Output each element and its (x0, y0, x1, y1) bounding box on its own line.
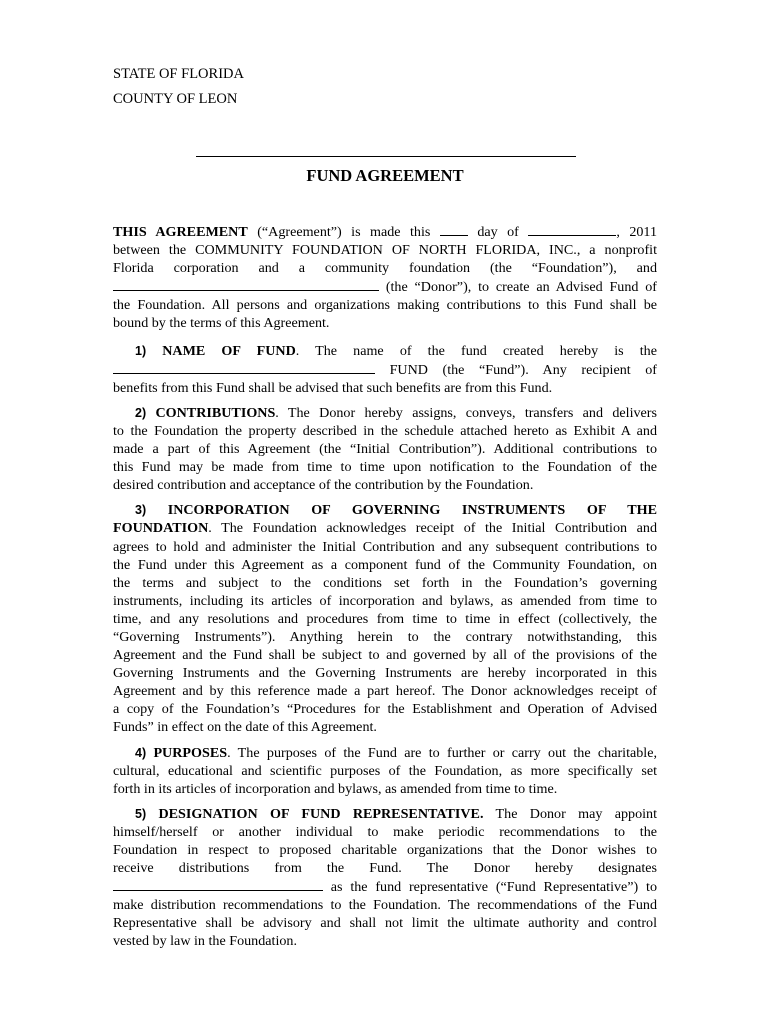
county-line: COUNTY OF LEON (113, 91, 238, 107)
section-number: 1) (135, 343, 147, 358)
month-blank[interactable] (528, 222, 616, 236)
venue-header (113, 62, 244, 112)
intro-paragraph (113, 222, 657, 333)
section-heading: NAME OF FUND (162, 342, 296, 359)
section-number: 2) (135, 405, 147, 420)
agreement-body (113, 222, 657, 958)
section-fund-representative: 5) DESIGNATION OF FUND REPRESENTATIVE. The Donor may appoint himself/herself or another individual to make periodic recommendations to the Foundation in respect to proposed charitable organizations that the Donor wishes to receive distributions from the Fund. The Donor hereby designates as the fund representative (“Fund Representative”) to make distribution recommendations to the Foundation. The recommendations of the Fund Representative shall be advisory and shall not limit the ultimate authority and control vested by law in the Foundation. (113, 805, 657, 950)
section-contributions: 2) CONTRIBUTIONS. The Donor hereby assigns, conveys, transfers and delivers to the Foundation the property described in the schedule attached hereto as Exhibit A and made a part of this Agreement (the “Initial Contribution”). Additional contributions to this Fund may be made from time to time upon notification to the Foundation of the desired contribution and acceptance of the contribution by the Foundation. (113, 404, 657, 494)
section-heading: CONTRIBUTIONS (155, 404, 276, 421)
representative-name-blank[interactable] (113, 877, 323, 891)
fund-name-blank[interactable] (113, 360, 375, 374)
intro-line-4: (the “Donor”), to create an Advised Fund of (113, 277, 657, 296)
section-number: 4) (135, 745, 147, 760)
intro-line-6: bound by the terms of this Agreement. (113, 315, 330, 332)
intro-line-5: the Foundation. All persons and organizations making contributions to this Fund shall be (113, 297, 657, 314)
section-heading: DESIGNATION OF FUND REPRESENTATIVE. (158, 805, 484, 822)
section-name-of-fund: 1) NAME OF FUND. The name of the fund created hereby is the FUND (the “Fund”). Any recipient of benefits from this Fund shall be advised that such benefits are from this Fund. (113, 342, 657, 396)
donor-name-blank[interactable] (113, 277, 379, 291)
intro-line-2: between the COMMUNITY FOUNDATION OF NORTH FLORIDA, INC., a nonprofit (113, 242, 657, 259)
day-blank[interactable] (440, 222, 468, 236)
title-rule (196, 156, 576, 157)
intro-line-1: THIS AGREEMENT (“Agreement”) is made this day of , 2011 (113, 224, 657, 240)
document-title: FUND AGREEMENT (306, 166, 464, 185)
section-heading: INCORPORATION OF GOVERNING INSTRUMENTS OF THE (167, 502, 657, 519)
section-heading-cont: FOUNDATION (113, 520, 209, 537)
section-number: 3) (135, 503, 147, 518)
section-heading: PURPOSES (153, 744, 228, 761)
state-line: STATE OF FLORIDA (113, 66, 244, 82)
section-number: 5) (135, 806, 147, 821)
section-governing-instruments: 3) INCORPORATION OF GOVERNING INSTRUMENTS OF THE FOUNDATION. The Foundation acknowledges receipt of the Initial Contribution and agrees to hold and administer the Initial Contribution and any subsequent contributions to the Fund under this Agreement as a component fund of the Community Foundation, on the terms and subject to the conditions set forth in the Foundation’s governing instruments, including its articles of incorporation and bylaws, as amended from time to time, and any resolutions and procedures from time to time in effect (collectively, the “Governing Instruments”). Anything herein to the contrary notwithstanding, this Agreement and the Fund shall be subject to and governed by all of the provisions of the Governing Instruments and the Governing Instruments are hereby incorporated in this Agreement and by this reference made a part hereof. The Donor acknowledges receipt of a copy of the Foundation’s “Procedures for the Establishment and Operation of Advised Funds” in effect on the date of this Agreement. (113, 502, 657, 736)
intro-line-3: Florida corporation and a community foundation (the “Foundation”), and (113, 260, 657, 277)
section-purposes: 4) PURPOSES. The purposes of the Fund are to further or carry out the charitable, cultural, educational and scientific purposes of the Foundation, as more specifically set forth in its articles of incorporation and bylaws, as amended from time to time. (113, 744, 657, 797)
intro-lead: THIS AGREEMENT (113, 224, 248, 240)
